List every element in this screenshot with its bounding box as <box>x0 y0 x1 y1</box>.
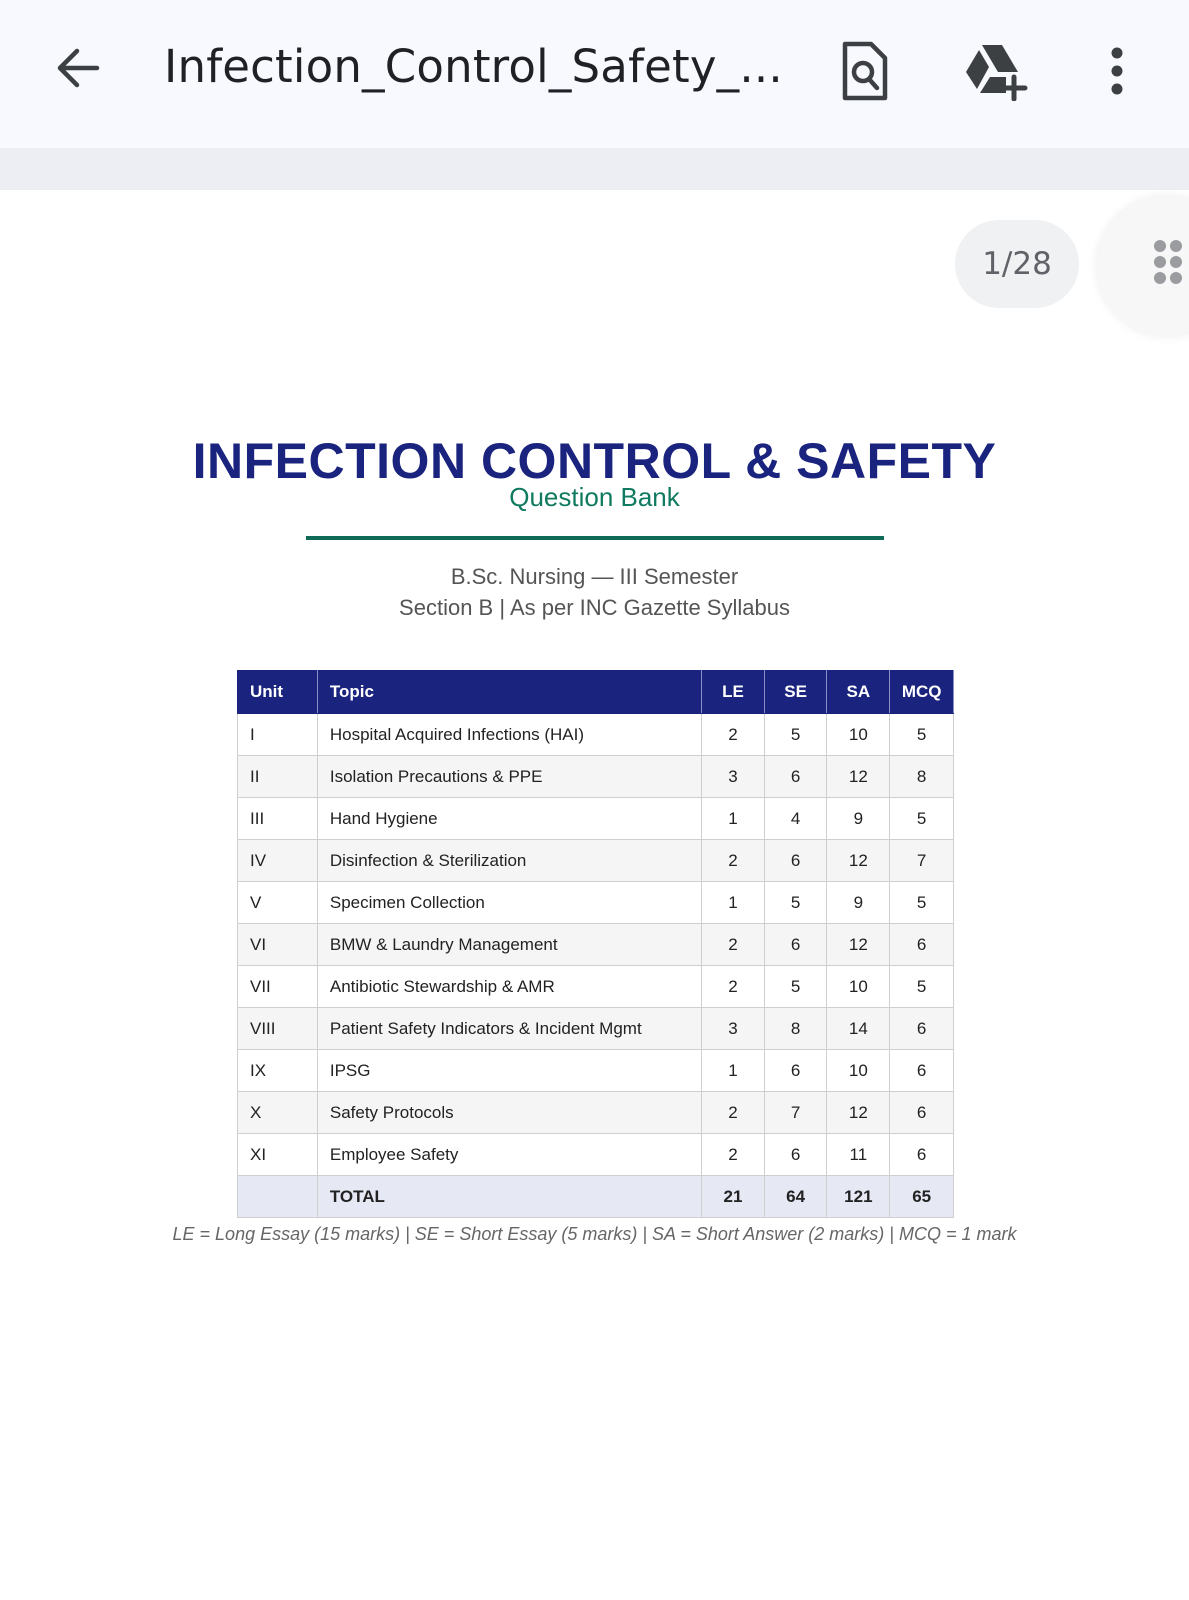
cell-le: 1 <box>702 798 765 840</box>
cell-le: 2 <box>702 1134 765 1176</box>
cell-se: 8 <box>764 1008 827 1050</box>
document-subheading: Question Bank <box>509 482 680 512</box>
cell-unit: I <box>238 714 318 756</box>
syllabus-line: Section B | As per INC Gazette Syllabus <box>399 595 790 620</box>
cell-mcq: 5 <box>890 798 954 840</box>
cell-unit: III <box>238 798 318 840</box>
cell-topic: IPSG <box>317 1050 701 1092</box>
total-label: TOTAL <box>317 1176 701 1218</box>
header-se: SE <box>764 671 827 714</box>
cell-le: 3 <box>702 1008 765 1050</box>
table-row <box>238 798 954 840</box>
cell-unit: IX <box>238 1050 318 1092</box>
header-sa: SA <box>827 671 890 714</box>
document-title: Infection_Control_Safety_... <box>164 40 783 93</box>
cell-mcq: 6 <box>890 924 954 966</box>
cell-sa: 10 <box>827 966 890 1008</box>
cell-sa: 12 <box>827 924 890 966</box>
thumbnail-grid-button[interactable] <box>1097 196 1189 336</box>
document-heading: INFECTION CONTROL & SAFETY <box>192 433 997 489</box>
find-in-document-button[interactable] <box>829 38 899 108</box>
add-to-drive-button[interactable] <box>960 38 1030 108</box>
cell-unit: VI <box>238 924 318 966</box>
table-row <box>238 1134 954 1176</box>
cell-le: 2 <box>702 840 765 882</box>
cell-unit: VII <box>238 966 318 1008</box>
header-unit: Unit <box>238 671 318 714</box>
cell-sa: 10 <box>827 1050 890 1092</box>
more-options-button[interactable] <box>1095 38 1139 108</box>
total-unit-cell <box>238 1176 318 1218</box>
cell-topic: Disinfection & Sterilization <box>317 840 701 882</box>
cell-mcq: 8 <box>890 756 954 798</box>
more-vertical-icon <box>1109 46 1125 101</box>
cell-mcq: 5 <box>890 966 954 1008</box>
table-row <box>238 756 954 798</box>
page-gap <box>0 148 1189 190</box>
cell-unit: VIII <box>238 1008 318 1050</box>
table-row <box>238 966 954 1008</box>
cell-mcq: 7 <box>890 840 954 882</box>
cell-se: 6 <box>764 840 827 882</box>
header-le: LE <box>702 671 765 714</box>
cell-se: 5 <box>764 714 827 756</box>
cell-unit: X <box>238 1092 318 1134</box>
marks-distribution-table <box>237 670 954 1218</box>
table-row <box>238 714 954 756</box>
app-bar <box>0 0 1189 148</box>
table-row <box>238 882 954 924</box>
header-mcq: MCQ <box>890 671 954 714</box>
cell-unit: IV <box>238 840 318 882</box>
cell-le: 2 <box>702 1092 765 1134</box>
table-header-row <box>238 671 954 714</box>
cell-se: 5 <box>764 882 827 924</box>
cell-unit: V <box>238 882 318 924</box>
cell-sa: 11 <box>827 1134 890 1176</box>
table-total-row <box>238 1176 954 1218</box>
cell-topic: Isolation Precautions & PPE <box>317 756 701 798</box>
cell-topic: Employee Safety <box>317 1134 701 1176</box>
arrow-left-icon <box>53 43 103 98</box>
cell-mcq: 6 <box>890 1134 954 1176</box>
course-line: B.Sc. Nursing — III Semester <box>450 564 739 589</box>
cell-topic: Hand Hygiene <box>317 798 701 840</box>
cell-topic: Antibiotic Stewardship & AMR <box>317 966 701 1008</box>
cell-topic: Patient Safety Indicators & Incident Mgmt <box>317 1008 701 1050</box>
divider <box>306 536 884 540</box>
cell-se: 6 <box>764 1050 827 1092</box>
cell-le: 2 <box>702 924 765 966</box>
cell-se: 6 <box>764 756 827 798</box>
cell-topic: Hospital Acquired Infections (HAI) <box>317 714 701 756</box>
cell-topic: Safety Protocols <box>317 1092 701 1134</box>
total-le: 21 <box>702 1176 765 1218</box>
cell-se: 6 <box>764 1134 827 1176</box>
cell-topic: Specimen Collection <box>317 882 701 924</box>
add-to-drive-icon <box>962 41 1028 106</box>
table-row <box>238 1050 954 1092</box>
cell-sa: 10 <box>827 714 890 756</box>
document-search-icon <box>839 40 889 107</box>
page-indicator: 1/28 <box>955 220 1079 308</box>
cell-unit: II <box>238 756 318 798</box>
cell-le: 2 <box>702 714 765 756</box>
table-row <box>238 840 954 882</box>
cell-mcq: 6 <box>890 1008 954 1050</box>
table-row <box>238 1092 954 1134</box>
cell-le: 2 <box>702 966 765 1008</box>
cell-mcq: 6 <box>890 1092 954 1134</box>
table-row <box>238 924 954 966</box>
cell-topic: BMW & Laundry Management <box>317 924 701 966</box>
cell-sa: 12 <box>827 840 890 882</box>
cell-mcq: 5 <box>890 882 954 924</box>
cell-mcq: 5 <box>890 714 954 756</box>
cell-mcq: 6 <box>890 1050 954 1092</box>
total-mcq: 65 <box>890 1176 954 1218</box>
cell-sa: 14 <box>827 1008 890 1050</box>
cell-sa: 12 <box>827 756 890 798</box>
total-se: 64 <box>764 1176 827 1218</box>
cell-sa: 9 <box>827 882 890 924</box>
cell-le: 1 <box>702 882 765 924</box>
cell-se: 7 <box>764 1092 827 1134</box>
header-topic: Topic <box>317 671 701 714</box>
cell-se: 4 <box>764 798 827 840</box>
back-button[interactable] <box>48 40 108 100</box>
cell-se: 6 <box>764 924 827 966</box>
cell-sa: 9 <box>827 798 890 840</box>
marks-legend: LE = Long Essay (15 marks) | SE = Short Essay (5 marks) | SA = Short Answer (2 marks) | MCQ = 1 mark <box>172 1224 1017 1244</box>
cell-se: 5 <box>764 966 827 1008</box>
table-row <box>238 1008 954 1050</box>
cell-unit: XI <box>238 1134 318 1176</box>
cell-sa: 12 <box>827 1092 890 1134</box>
cell-le: 1 <box>702 1050 765 1092</box>
cell-le: 3 <box>702 756 765 798</box>
total-sa: 121 <box>827 1176 890 1218</box>
